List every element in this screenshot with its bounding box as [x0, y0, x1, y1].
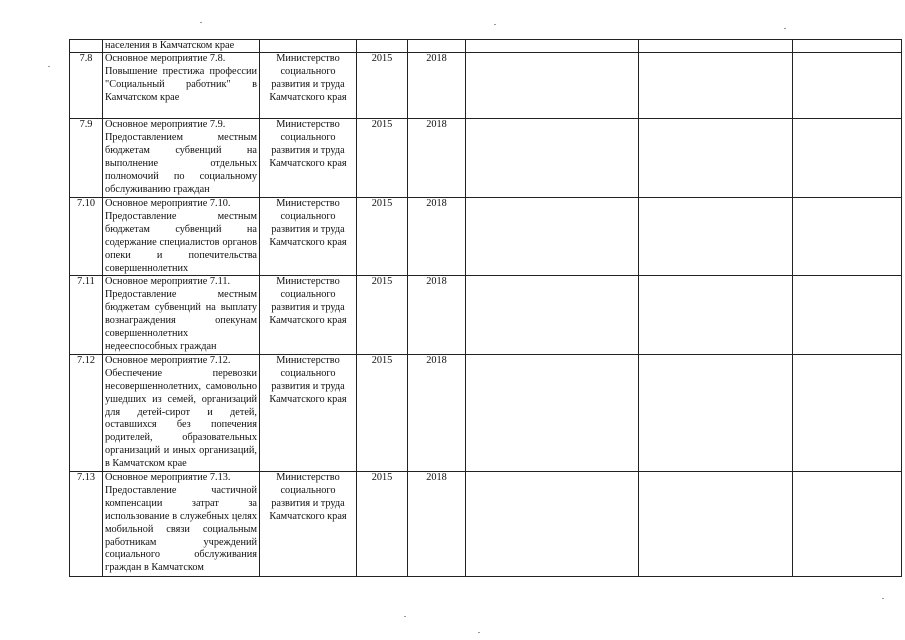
- row-number-cell: [70, 40, 103, 53]
- table-row: [70, 53, 902, 119]
- executor-cell: [260, 40, 357, 53]
- row-number: 7.8: [70, 53, 103, 119]
- table-row-continuation: [70, 40, 902, 53]
- executor: Министерство социального развития и труда Камчатского края: [260, 119, 357, 198]
- description-cell: [103, 354, 260, 471]
- empty-cell: [793, 119, 902, 198]
- end-year: 2018: [408, 354, 466, 471]
- empty-cell: [793, 472, 902, 577]
- activity-title: Основное мероприятие 7.9.: [105, 119, 226, 130]
- scan-speck: [784, 28, 786, 29]
- description-clip: [105, 472, 257, 575]
- activity-title: Основное мероприятие 7.8.: [105, 53, 226, 64]
- end-year: 2018: [408, 198, 466, 276]
- scan-speck: [48, 66, 50, 67]
- empty-cell: [639, 354, 793, 471]
- executor: Министерство социального развития и труда Камчатского края: [260, 276, 357, 354]
- empty-cell: [639, 119, 793, 198]
- scan-speck: [494, 24, 496, 25]
- row-number: 7.12: [70, 354, 103, 471]
- scan-speck: [404, 616, 406, 617]
- activity-description: Обеспечение перевозки несовершеннолетних, самовольно ушедших из семей, организаций для детей-сирот и детей, оставшихся без попечения родителей, образовательных организаций и иных организаций, в Камчатском крае: [105, 367, 257, 470]
- empty-cell: [639, 472, 793, 577]
- scan-speck: [478, 632, 480, 633]
- activity-title: Основное мероприятие 7.10.: [105, 198, 231, 209]
- start-year: 2015: [357, 119, 408, 198]
- row-number: 7.13: [70, 472, 103, 577]
- empty-cell: [639, 276, 793, 354]
- end-year: 2018: [408, 53, 466, 119]
- activity-title: Основное мероприятие 7.13.: [105, 472, 231, 484]
- empty-cell: [793, 53, 902, 119]
- end-year: 2018: [408, 472, 466, 577]
- start-year: 2015: [357, 276, 408, 354]
- empty-cell: [466, 354, 639, 471]
- row-number: 7.10: [70, 198, 103, 276]
- executor: Министерство социального развития и труда Камчатского края: [260, 354, 357, 471]
- start-year-cell: [357, 40, 408, 53]
- executor: Министерство социального развития и труда Камчатского края: [260, 198, 357, 276]
- activity-title: Основное мероприятие 7.12.: [105, 354, 231, 366]
- empty-cell: [639, 53, 793, 119]
- activities-table: [69, 39, 902, 577]
- description-cell: [103, 276, 260, 354]
- table-row: [70, 472, 902, 577]
- activity-description: Предоставление местным бюджетам субвенций на содержание специалистов органов опеки и попечительства совершеннолетних: [105, 210, 257, 274]
- start-year: 2015: [357, 354, 408, 471]
- empty-cell: [793, 354, 902, 471]
- empty-cell: [793, 276, 902, 354]
- executor: Министерство социального развития и труда Камчатского края: [260, 472, 357, 577]
- end-year: 2018: [408, 276, 466, 354]
- scan-speck: [882, 598, 884, 599]
- empty-cell: [639, 40, 793, 53]
- activity-description: Предоставлением местным бюджетам субвенций на выполнение отдельных полномочий по социальному обслуживанию граждан: [105, 131, 257, 195]
- empty-cell: [466, 276, 639, 354]
- continuation-text: населения в Камчатском крае: [105, 40, 235, 51]
- empty-cell: [466, 198, 639, 276]
- empty-cell: [793, 198, 902, 276]
- scan-speck: [200, 22, 202, 23]
- row-number: 7.11: [70, 276, 103, 354]
- activity-title: Основное мероприятие 7.11.: [105, 276, 231, 288]
- table-row: [70, 198, 902, 276]
- description-cell: [103, 53, 260, 119]
- description-cell: [103, 119, 260, 198]
- description-cell: [103, 40, 260, 53]
- description-cell: [103, 472, 260, 577]
- table-row: [70, 354, 902, 471]
- empty-cell: [466, 40, 639, 53]
- activity-description: Предоставление частичной компенсации затрат за использование в служебных целях мобильной связи социальным работникам учреждений социального обслуживания граждан в Камчатском: [105, 484, 257, 574]
- activity-description: Повышение престижа профессии "Социальный работник" в Камчатском крае: [105, 65, 257, 103]
- start-year: 2015: [357, 198, 408, 276]
- empty-cell: [466, 472, 639, 577]
- start-year: 2015: [357, 472, 408, 577]
- executor: Министерство социального развития и труда Камчатского края: [260, 53, 357, 119]
- end-year-cell: [408, 40, 466, 53]
- end-year: 2018: [408, 119, 466, 198]
- activity-description: Предоставление местным бюджетам субвенций на выплату вознаграждения опекунам совершеннолетних недееспособных граждан: [105, 289, 257, 352]
- table-row: [70, 119, 902, 198]
- empty-cell: [466, 119, 639, 198]
- row-number: 7.9: [70, 119, 103, 198]
- empty-cell: [639, 198, 793, 276]
- table-row: [70, 276, 902, 354]
- empty-cell: [466, 53, 639, 119]
- start-year: 2015: [357, 53, 408, 119]
- description-cell: [103, 198, 260, 276]
- empty-cell: [793, 40, 902, 53]
